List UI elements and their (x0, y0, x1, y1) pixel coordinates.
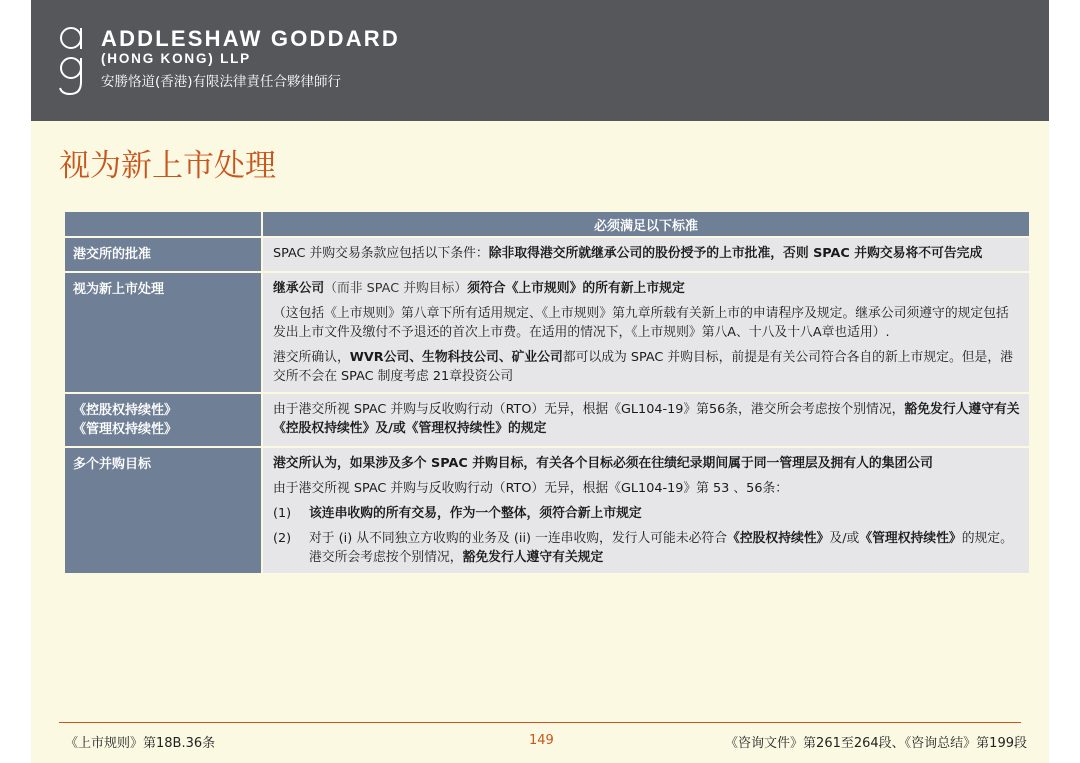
row-label: 多个并购目标 (65, 448, 261, 573)
row-label-line: 《管理权持续性》 (73, 422, 178, 437)
text-segment: 都可以成为 SPAC 并购目标，前提是有关公司符合各自的新上市规定。但是，港交所不会在 SPAC 制度考虑 21章投资公司 (273, 350, 1013, 384)
row-content (263, 273, 1029, 392)
row-label: 港交所的批准 (65, 238, 261, 271)
text-segment-bold: 继承公司 (273, 281, 325, 296)
item-number: (1) (273, 506, 292, 521)
text-segment-bold: 《控股权持续性》 (727, 531, 830, 546)
text-segment: 由于港交所视 SPAC 并购与反收购行动（RTO）无异，根据《GL104-19》第56条，港交所会考虑按个别情况， (273, 402, 905, 417)
text-segment: 对于 (i) 从不同独立方收购的业务及 (ii) 一连串收购，发行人可能未必符合 (309, 531, 728, 546)
text-segment-bold: 须符合《上市规则》的所有新上市规定 (467, 281, 685, 296)
footer-rule-reference: 《上市规则》第18B.36条 (65, 736, 216, 751)
row-paragraph (273, 400, 1021, 438)
row-label: 视为新上市处理 (65, 273, 261, 392)
firm-name: ADDLESHAW GODDARD (101, 26, 400, 51)
text-segment: 的规定。港交所会考虑按个别情况， (309, 531, 1013, 565)
text-segment: 港交所确认， (273, 350, 350, 365)
row-paragraph: 由于港交所视 SPAC 并购与反收购行动（RTO）无异，根据《GL104-19》第 53 、56条： (273, 481, 789, 496)
row-content (263, 394, 1029, 446)
row-content (263, 448, 1029, 573)
text-segment-bold: 《管理权持续性》 (859, 531, 962, 546)
row-paragraph: （这包括《上市规则》第八章下所有适用规定、《上市规则》第九章所载有关新上市的申请程序及规定。继承公司须遵守的规定包括发出上市文件及缴付不予退还的首次上市费。在适用的情况下，《上市规则》第八A、十八及十八A章也适用）. (273, 306, 1009, 340)
text-segment-bold: WVR公司、生物科技公司、矿业公司 (349, 350, 563, 365)
table-header-row (65, 212, 1029, 236)
item-text: 该连串收购的所有交易，作为一个整体，须符合新上市规定 (309, 506, 642, 521)
table-row (65, 448, 1029, 573)
row-paragraph (273, 348, 1021, 386)
footer-document-reference: 《咨询文件》第261至264段、《咨询总结》第199段 (725, 736, 1027, 751)
text-segment-bold: 除非取得港交所就继承公司的股份授予的上市批准，否则 SPAC 并购交易将不可告完成 (488, 246, 983, 261)
row-label (65, 394, 261, 446)
row-paragraph (273, 244, 1021, 263)
numbered-item (273, 504, 1021, 523)
table-row (65, 273, 1029, 392)
table-header: 必须满足以下标准 (263, 212, 1029, 236)
slide (31, 0, 1049, 763)
text-segment: （而非 SPAC 并购目标） (324, 281, 468, 296)
table-row (65, 238, 1029, 271)
footer-divider (59, 722, 1021, 723)
page-number: 149 (529, 733, 554, 748)
row-paragraph (273, 279, 1021, 298)
table-header-blank (65, 212, 261, 236)
text-segment-bold: 豁免发行人遵守有关《控股权持续性》及/或《管理权持续性》的规定 (273, 402, 1020, 436)
text-segment-bold: 豁免发行人遵守有关规定 (462, 550, 604, 565)
firm-chinese-name: 安勝恪道(香港)有限法律責任合夥律師行 (101, 74, 342, 90)
item-number: (2) (273, 531, 292, 546)
ag-logo-icon (57, 22, 85, 98)
row-label-line: 《控股权持续性》 (73, 403, 178, 418)
text-segment: SPAC 并购交易条款应包括以下条件： (273, 246, 489, 261)
header-bar (31, 0, 1049, 121)
row-content (263, 238, 1029, 271)
firm-subtitle: (HONG KONG) LLP (101, 51, 251, 66)
table-row (65, 394, 1029, 446)
page-title: 视为新上市处理 (59, 148, 276, 184)
numbered-item (273, 529, 1021, 567)
criteria-table (63, 210, 1031, 575)
row-paragraph: 港交所认为，如果涉及多个 SPAC 并购目标，有关各个目标必须在往绩纪录期间属于同一管理层及拥有人的集团公司 (273, 456, 933, 471)
text-segment: 及/或 (829, 531, 860, 546)
item-text (309, 529, 1021, 567)
